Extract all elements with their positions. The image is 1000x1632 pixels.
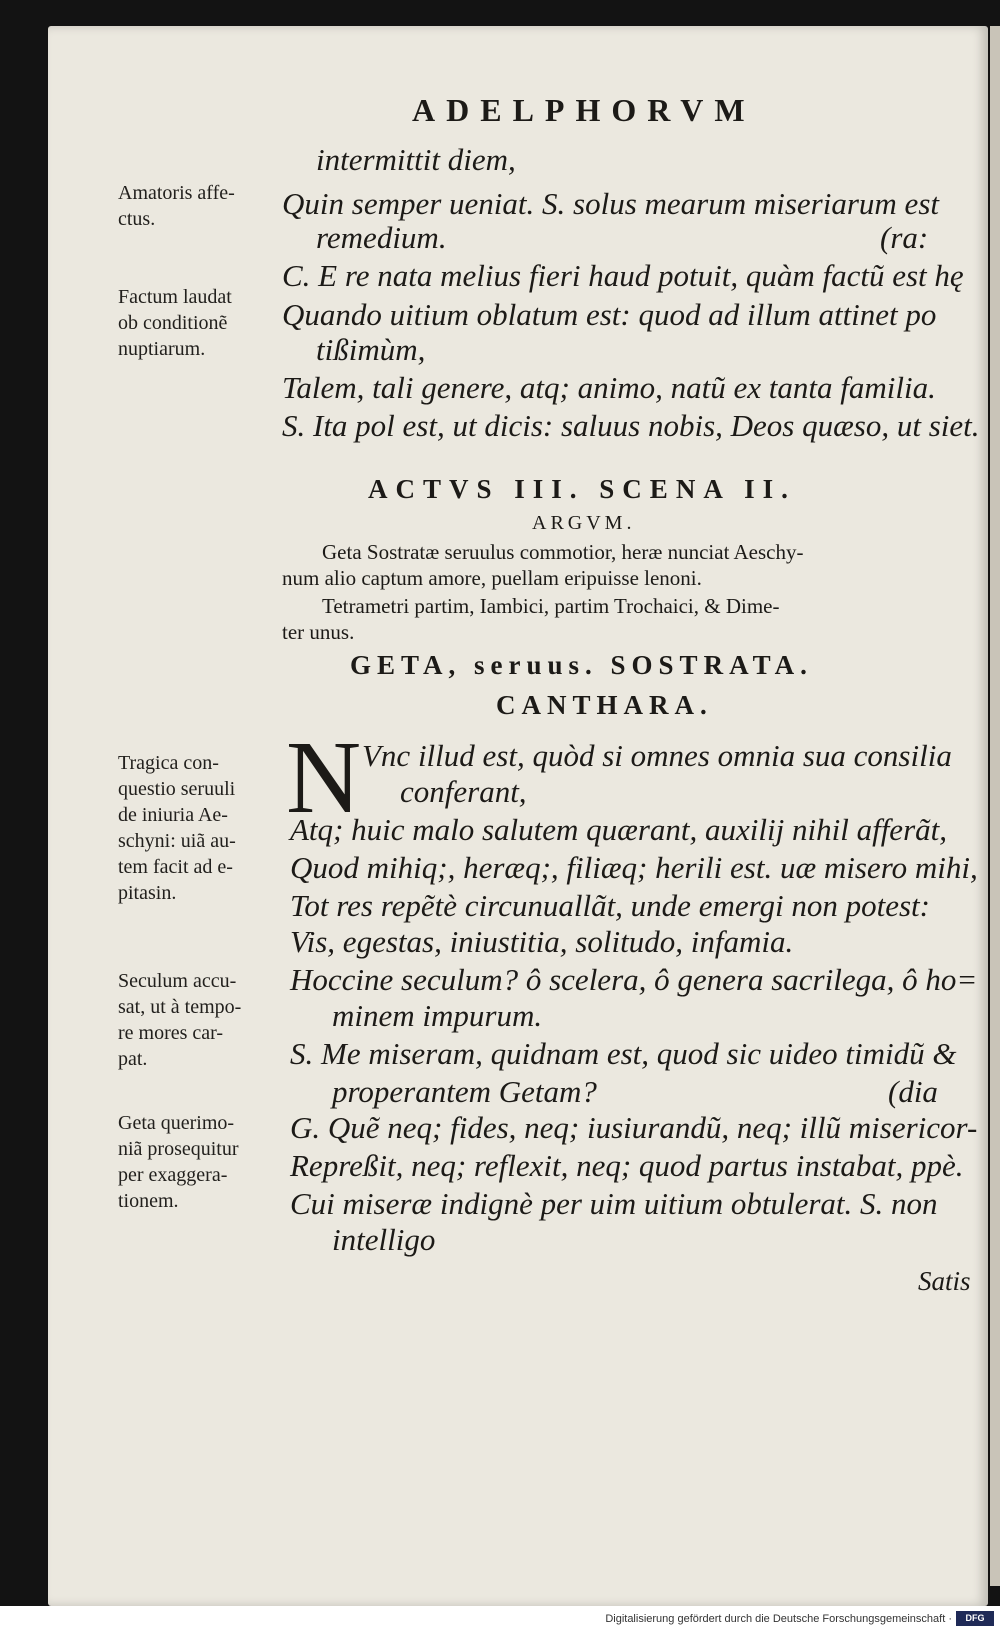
margin-note: pat.: [118, 1048, 148, 1070]
catchword: Satis: [918, 1266, 971, 1296]
dfg-logo[interactable]: DFG: [956, 1611, 994, 1626]
margin-note: Factum laudat: [118, 286, 232, 308]
drop-cap: N: [286, 720, 362, 835]
margin-note: pitasin.: [118, 882, 177, 904]
margin-note: nuptiarum.: [118, 338, 206, 360]
margin-note: per exaggera-: [118, 1164, 228, 1186]
verse-line: tißimùm,: [316, 332, 426, 367]
verse-line: (ra:: [880, 220, 929, 255]
verse-line: intelligo: [332, 1222, 436, 1257]
verse-line: intermittit diem,: [316, 142, 516, 177]
verse-line: S. Ita pol est, ut dicis: saluus nobis, Deos quæso, ut siet.: [282, 408, 980, 443]
verse-line: S. Me miseram, quidnam est, quod sic uideo timidũ &: [290, 1036, 957, 1071]
verse-line: Quando uitium oblatum est: quod ad illum attinet po: [282, 297, 937, 332]
margin-note: niã prosequitur: [118, 1138, 239, 1160]
argument-line: Tetrametri partim, Iambici, partim Trochaici, & Dime-: [322, 594, 780, 618]
margin-note: de iniuria Ae-: [118, 804, 228, 826]
verse-line: Tot res repẽtè circunuallãt, unde emergi non potest:: [290, 888, 930, 923]
margin-note: ctus.: [118, 208, 156, 230]
verse-line: Cui miseræ indignè per uim uitium obtulerat. S. non: [290, 1186, 938, 1221]
margin-note: tem facit ad e-: [118, 856, 233, 878]
footer-text: Digitalisierung gefördert durch die Deutsche Forschungsgemeinschaft ·: [605, 1613, 952, 1625]
verse-line: Repreßit, neq; reflexit, neq; quod partus instabat, ppè.: [290, 1148, 964, 1183]
margin-note: Amatoris affe-: [118, 182, 235, 204]
verse-line: Quin semper ueniat. S. solus mearum miseriarum est: [282, 186, 939, 221]
verse-line: properantem Getam?: [332, 1074, 597, 1109]
argument-line: ter unus.: [282, 620, 355, 644]
verse-line: C. E re nata melius fieri haud potuit, quàm factũ est hę: [282, 258, 964, 293]
margin-note: ob conditionẽ: [118, 312, 228, 334]
running-head: ADELPHORVM: [412, 92, 756, 128]
argument-line: Geta Sostratæ seruulus commotior, heræ nunciat Aeschy-: [322, 540, 804, 564]
verse-line: Atq; huic malo salutem quærant, auxilij nihil afferãt,: [290, 812, 947, 847]
margin-note: re mores car-: [118, 1022, 224, 1044]
margin-note: sat, ut à tempo-: [118, 996, 242, 1018]
verse-line: Vis, egestas, iniustitia, solitudo, infamia.: [290, 924, 794, 959]
margin-note: tionem.: [118, 1190, 179, 1212]
verse-line: Vnc illud est, quòd si omnes omnia sua consilia: [362, 738, 952, 773]
act-heading: ACTVS III. SCENA II.: [368, 474, 796, 504]
margin-note: Geta querimo-: [118, 1112, 235, 1134]
verse-line: (dia: [888, 1074, 938, 1109]
verse-line: G. Quẽ neq; fides, neq; iusiurandũ, neq; illũ misericor-: [290, 1110, 978, 1145]
verse-line: Hoccine seculum? ô scelera, ô genera sacrilega, ô ho=: [290, 962, 978, 997]
page-edge: [990, 26, 1000, 1586]
digitization-footer: [0, 1606, 1000, 1632]
margin-note: schyni: uiã au-: [118, 830, 236, 852]
margin-note: Tragica con-: [118, 752, 219, 774]
margin-note: questio seruuli: [118, 778, 236, 800]
cast-list: CANTHARA.: [496, 690, 713, 720]
argument-heading: ARGVM.: [532, 512, 636, 534]
verse-line: Talem, tali genere, atq; animo, natũ ex tanta familia.: [282, 370, 936, 405]
cast-list: GETA, seruus. SOSTRATA.: [350, 650, 813, 680]
verse-line: Quod mihiq;, heræq;, filiæq; herili est. uæ misero mihi,: [290, 850, 978, 885]
margin-note: Seculum accu-: [118, 970, 237, 992]
verse-line: minem impurum.: [332, 998, 543, 1033]
argument-line: num alio captum amore, puellam eripuisse lenoni.: [282, 566, 702, 590]
verse-line: remedium.: [316, 220, 447, 255]
verse-line: conferant,: [400, 774, 527, 809]
